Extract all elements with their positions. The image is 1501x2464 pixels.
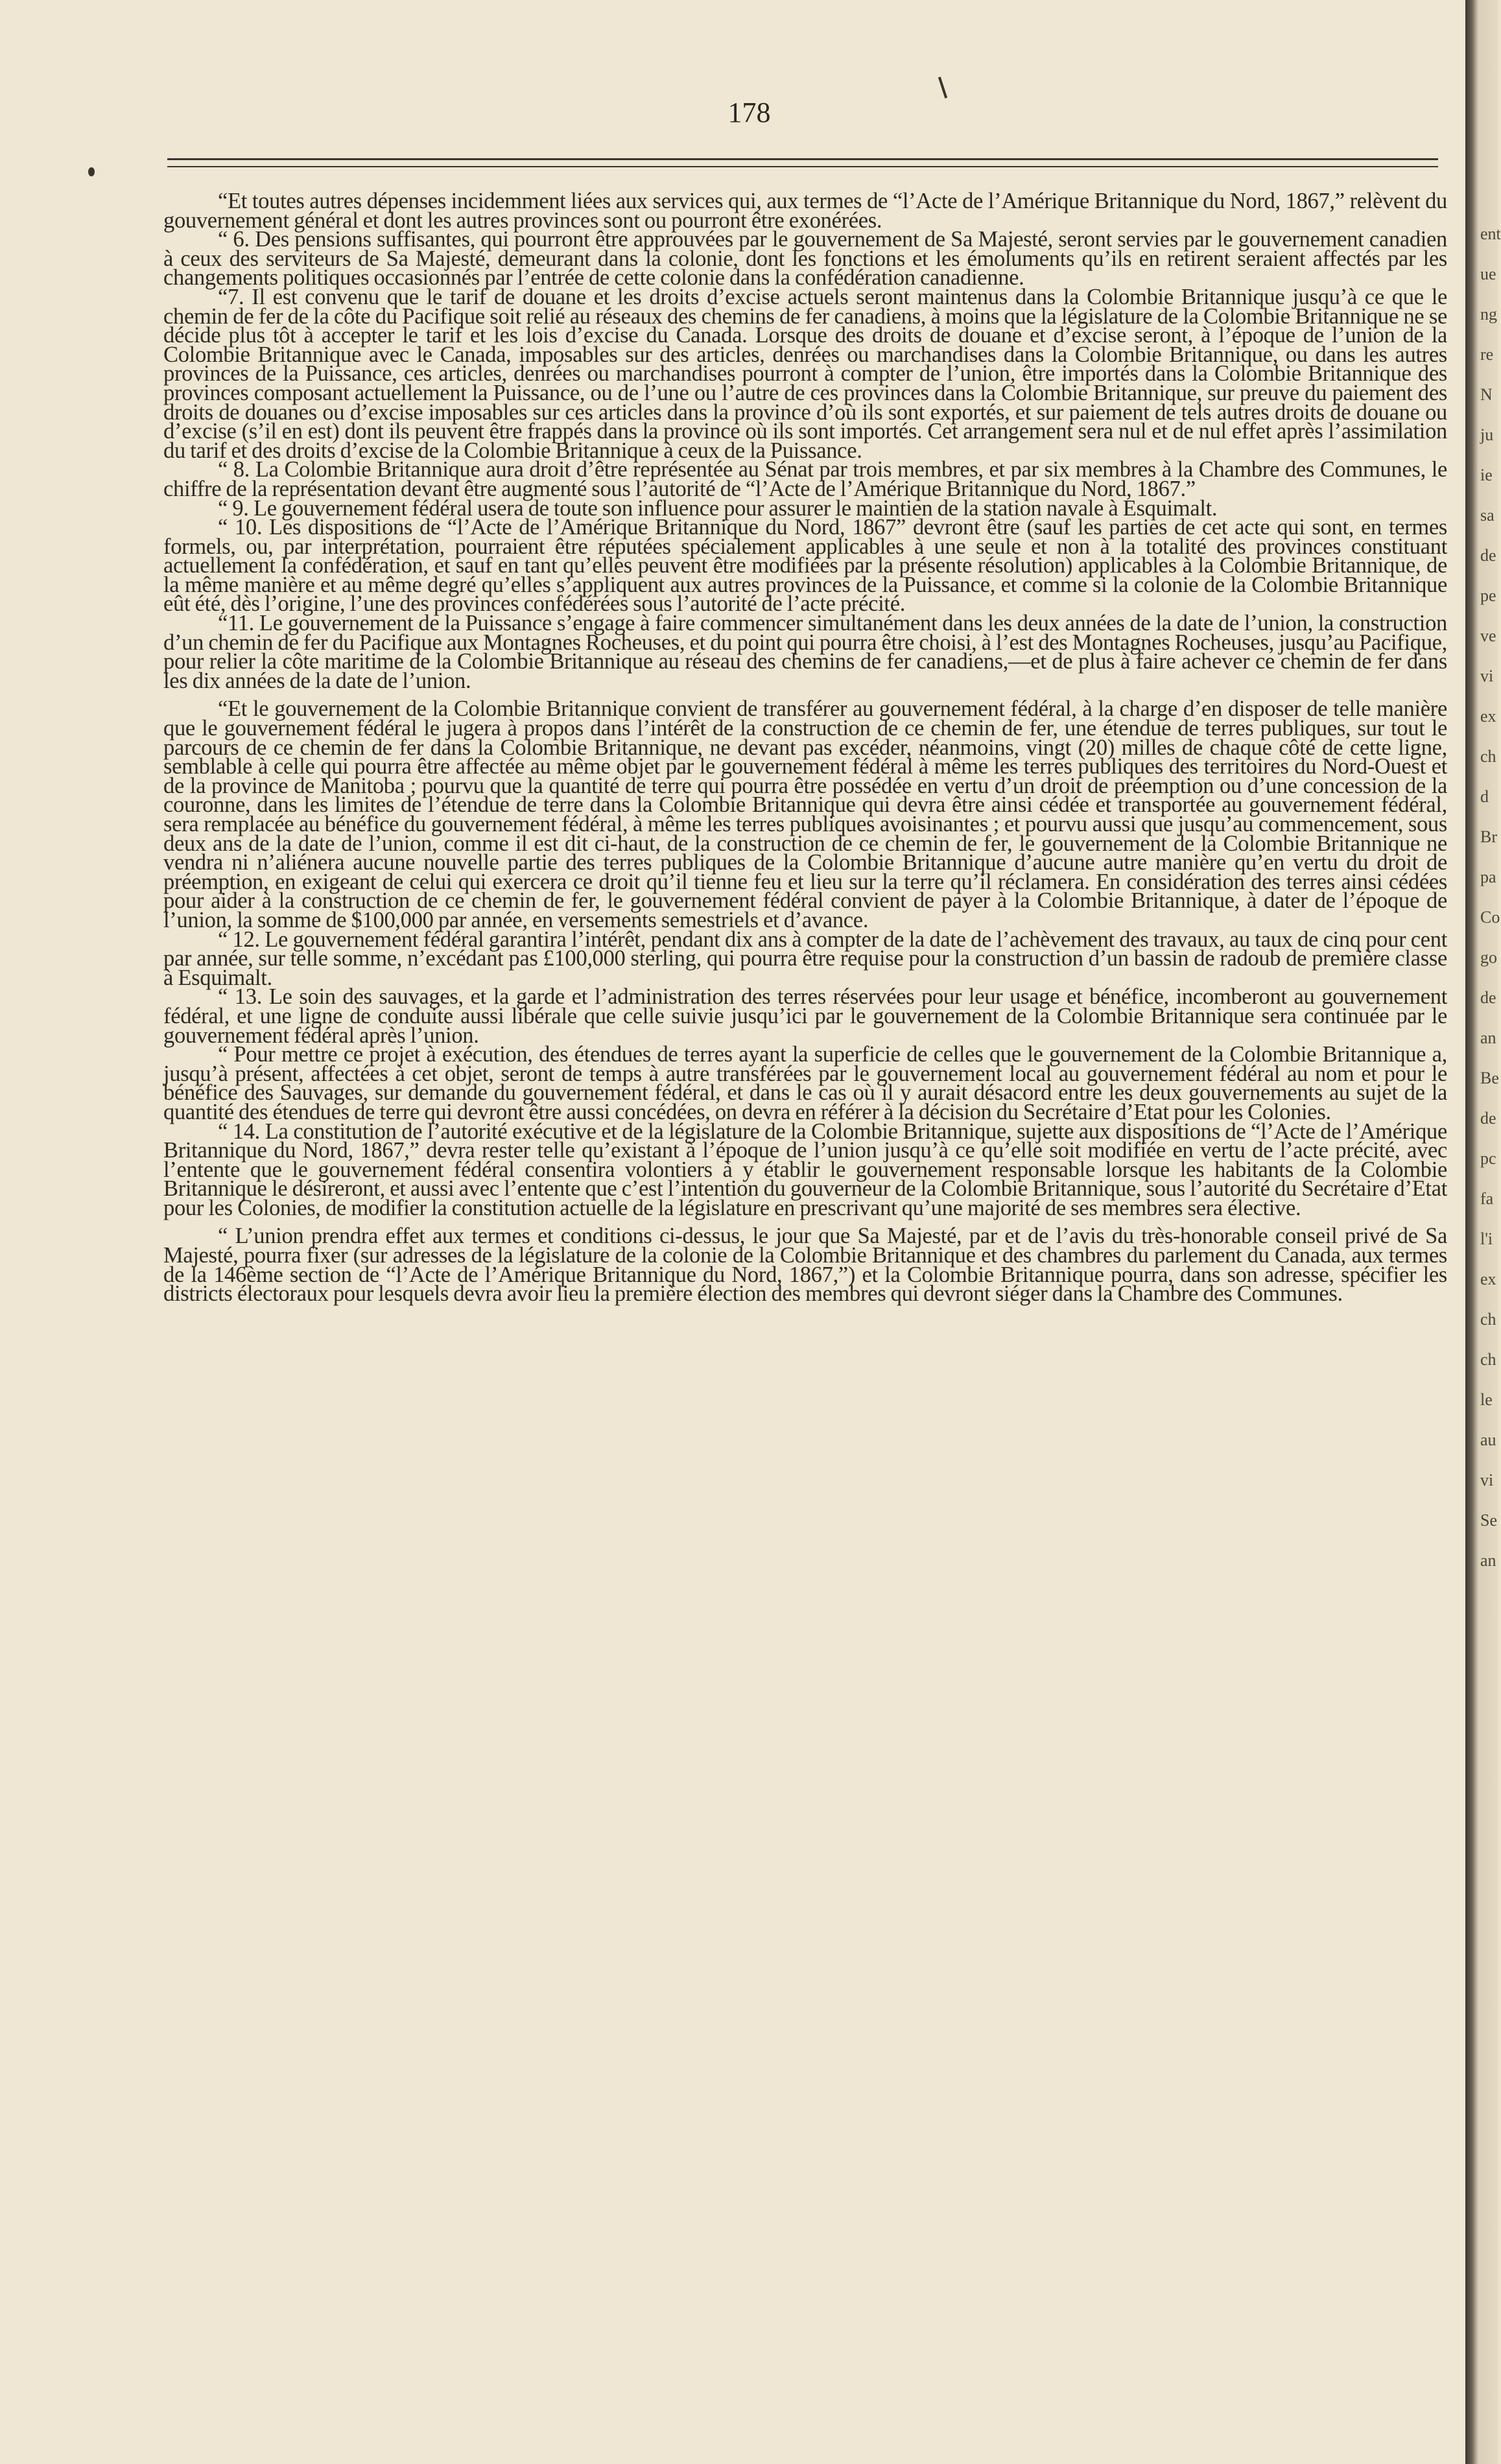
header-rule-bottom: [167, 166, 1438, 167]
paragraph-11: “11. Le gouvernement de la Puissance s’engage à faire commencer simultanément dans les deux années de la date de l’union, la construction d’un chemin de fer du Pacifique aux Montagnes Rocheuses, et du point qui pourra être choisi, à l’est des Montagnes Rocheuses, jusqu’au Pacifique, pour relier la côte maritime de la Colombie Britannique au réseau des chemins de fer canadiens,—et de plus à faire achever ce chemin de fer dans les dix années de la date de l’union.: [163, 611, 1447, 693]
ink-spot: [88, 167, 95, 176]
paragraph-13: “ 13. Le soin des sauvages, et la garde et l’administration des terres réservées pour leur usage et bénéfice, incomberont au gouvernement fédéral, et une ligne de conduite aussi libérale que celle suivie jusqu’ici par le gouvernement de la Colombie Britannique sera continuée par le gouvernement fédéral après l’union.: [163, 984, 1447, 1048]
paragraph-union: “ L’union prendra effet aux termes et conditions ci-dessus, le jour que Sa Majesté, par et de l’avis du très-honorable conseil privé de Sa Majesté, pourra fixer (sur adresses de la législature de la colonie de la Colombie Britannique et des chambres du parlement du Canada, aux termes de la 146ème section de “l’Acte de l’Amérique Britannique du Nord, 1867,”) et la Colombie Britannique pourra, dans son adresse, spécifier les districts électoraux pour lesquels devra avoir lieu la première élection des membres qui devront siéger dans la Chambre des Communes.: [163, 1224, 1447, 1307]
paragraph-depenses: “Et toutes autres dépenses incidemment liées aux services qui, aux termes de “l’Acte de l’Amérique Britannique du Nord, 1867,” relèvent du gouvernement général et dont les autres provinces sont ou pourront être exonérées.: [163, 189, 1447, 233]
paragraph-9: “ 9. Le gouvernement fédéral usera de toute son influence pour assurer le maintien de la station navale à Esquimalt.: [218, 495, 1218, 521]
header-rule-top: [167, 158, 1438, 160]
paragraph-14: “ 14. La constitution de l’autorité exécutive et de la législature de la Colombie Britannique, sujette aux dispositions de “l’Acte de l’Amérique Britannique du Nord, 1867,” devra rester telle qu’existant à l’époque de l’union jusqu’à ce qu’elle soit modifiée en vertu de l’acte précité, avec l’entente que le gouvernement fédéral consentira volontiers à y établir le gouvernement responsable lorsque les habitants de la Colombie Britannique le désireront, et aussi avec l’entente que c’est l’intention du gouverneur de la Colombie Britannique, sous l’autorité du Secrétaire d’Etat pour les Colonies, de modifier la constitution actuelle de la législature en prescrivant qu’une majorité de ses membres sera élective.: [163, 1119, 1447, 1220]
paragraph-7: “7. Il est convenu que le tarif de douane et les droits d’excise actuels seront maintenus dans la Colombie Britannique jusqu’à ce que le chemin de fer de la côte du Pacifique soit relié au réseaux des chemins de fer canadiens, à moins que la législature de la Colombie Britannique ne se décide plus tôt à accepter le tarif et les lois d’excise du Canada. Lorsque des droits de douane et d’excise seront, à l’époque de l’union de la Colombie Britannique avec le Canada, imposables sur des articles, denrées ou marchandises dans la Colombie Britannique, ou dans les autres provinces de la Puissance, ces articles, denrées ou marchandises pourront à compter de l’union, être importés dans la Colombie Britannique des provinces composant actuellement la Puissance, ou de l’une ou l’autre de ces provinces dans la Colombie Britannique, sur preuve du paiement des droits de douanes ou d’excise imposables sur ces articles dans la province d’où ils sont exportés, et sur paiement de tels autres droits de douane ou d’excise (s’il en est) dont ils peuvent être frappés dans la province où ils sont importés. Cet arrangement sera nul et de nul effet après l’assimilation du tarif et des droits d’excise de la Colombie Britannique à ceux de la Puissance.: [163, 284, 1447, 463]
ink-mark: [938, 77, 947, 99]
paragraph-10: “ 10. Les dispositions de “l’Acte de l’Amérique Britannique du Nord, 1867” devront être (sauf les parties de cet acte qui sont, en termes formels, ou, par interprétation, pourraient être réputées spécialement applicables à une seule et non à la totalité des provinces constituant actuellement la confédération, et sauf en tant qu’elles peuvent être modifiées par la présente résolution) applicables à la Colombie Britannique, de la même manière et au même degré qu’elles s’appliquent aux autres provinces de la Puissance, et comme si la colonie de la Colombie Britannique eût été, dès l’origine, l’une des provinces confédérées sous l’autorité de l’acte précité.: [163, 515, 1447, 617]
body-text: [163, 189, 1447, 1307]
paragraph-13-cont: “ Pour mettre ce projet à exécution, des étendues de terres ayant la superficie de celles que le gouvernement de la Colombie Britannique a, jusqu’à présent, affectées à cet objet, seront de temps à autre transférées par le gouvernement local au gouvernement fédéral au nom et pour le bénéfice des Sauvages, sur demande du gouvernement fédéral, et dans le cas où il y aurait désacord entre les deux gouvernements au sujet de la quantité des étendues de terre qui devront être aussi concédées, on devra en référer à la décision du Secrétaire d’Etat pour les Colonies.: [163, 1042, 1447, 1124]
facing-page-fragments: ent ue ng re N ju ie sa de pe ve vi ex ch d Br pa Co go de an Be de pc fa l'i ex ch ch le au vi Se an: [1480, 224, 1501, 1570]
paragraph-11-cont: “Et le gouvernement de la Colombie Britannique convient de transférer au gouvernement fédéral, à la charge d’en disposer de telle manière que le gouvernement fédéral le jugera à propos dans l’intérêt de la construction de ce chemin de fer, une étendue de terres publiques, sur tout le parcours de ce chemin de fer dans la Colombie Britannique, ne devant pas excéder, néanmoins, vingt (20) milles de chaque côté de cette ligne, semblable à celle qui pourra être affectée au même objet par le gouvernement fédéral à même les terres publiques des territoires du Nord-Ouest et de la province de Manitoba ; pourvu que la quantité de terre qui pourra être possédée en vertu d’un droit de préemption ou d’une concession de la couronne, dans les limites de l’étendue de terre dans la Colombie Britannique qui devra être ainsi cédée et transportée au gouvernement fédéral, sera remplacée au bénéfice du gouvernement fédéral, à même les terres publiques avoisinantes ; et pourvu aussi que jusqu’au commencement, sous deux ans de la date de l’union, comme il est dit ci-haut, de la construction de ce chemin de fer, le gouvernement de la Colombie Britannique ne vendra ni n’aliénera aucune nouvelle partie des terres publiques de la Colombie Britannique d’aucune autre manière qu’en vertu du droit de préemption, en exigeant de celui qui exercera ce droit qu’il tienne feu et lieu sur la terre qu’il réclamera. En considération des terres ainsi cédées pour aider à la construction de ce chemin de fer, le gouvernement fédéral convient de payer à la Colombie Britannique, à dater de l’époque de l’union, la somme de $100,000 par année, en versements semestriels et d’avance.: [163, 696, 1447, 932]
paragraph-6: “ 6. Des pensions suffisantes, qui pourront être approuvées par le gouvernement de Sa Majesté, seront servies par le gouvernement canadien à ceux des serviteurs de Sa Majesté, demeurant dans la colonie, dont les fonctions et les émoluments qu’ils en retirent seraient affectés par les changements politiques occasionnés par l’entrée de cette colonie dans la confédération canadienne.: [163, 227, 1447, 290]
page-number: 178: [727, 97, 771, 128]
paragraph-12: “ 12. Le gouvernement fédéral garantira l’intérêt, pendant dix ans à compter de la date de l’achèvement des travaux, au taux de cinq pour cent par année, sur telle somme, n’excédant pas £100,000 sterling, qui pourra être requise pour la construction d’un bassin de radoub de première classe à Esquimalt.: [163, 927, 1447, 990]
paragraph-8: “ 8. La Colombie Britannique aura droit d’être représentée au Sénat par trois membres, et par six membres à la Chambre des Communes, le chiffre de la représentation devant être augmenté sous l’autorité de “l’Acte de l’Amérique Britannique du Nord, 1867.”: [163, 457, 1447, 501]
